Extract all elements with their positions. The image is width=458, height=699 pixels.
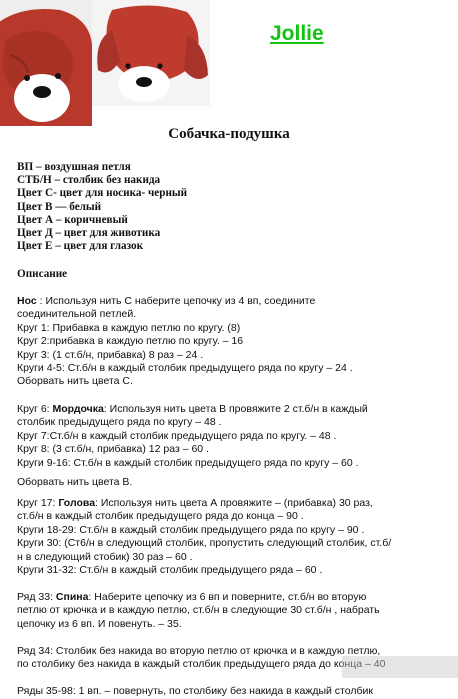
back-heading: Спина (55, 591, 89, 603)
watermark-overlay (342, 656, 458, 678)
brand-link[interactable]: Jollie (270, 22, 324, 45)
dog-pillow-photo-side (92, 0, 210, 106)
section-title: Описание (17, 268, 68, 280)
pattern-photos (0, 0, 210, 128)
nose-section: Нос : Используя нить С наберите цепочку из 4 вп, соедините соединительной петлей. Круг 1: Прибавка в каждую петлю по кругу. (8) Круг 2:прибавка в каждую петлю по кругу. – 16 Круг 3: (1 ст.б/н, прибавка) 8 раз – 24 . Круги 4-5: Ст.б/н в каждый столбик предыдущего ряда по кругу – 24 . Оборвать нить цвета С. (17, 295, 353, 388)
muzzle-section: Круг 6: Мордочка: Используя нить цвета В провяжите 2 ст.б/н в каждый столбик предыдущего ряда по кругу – 48 . Круг 7:Ст.б/н в каждый столбик предыдущего ряда по кругу. – 48 . Круг 8: (3 ст.б/н, прибавка) 12 раз – 60 . Круги 9-16: Ст.б/н в каждый столбик предыдущего ряда по кругу – 60 . Оборвать нить цвета В. (17, 403, 368, 489)
legend-item: Цвет С- цвет для носика- черный (17, 187, 188, 200)
row-34: Ряд 34: Столбик без накида во вторую петлю от крючка и в каждую петлю, по столбику без накида в каждый столбик предыдущего ряда до конца – 40 (17, 645, 386, 671)
abbreviation-legend (17, 161, 187, 253)
head-heading: Голова (58, 497, 96, 509)
back-section: Ряд 33: Спина: Наберите цепочку из 6 вп и поверните, ст.б/н во вторую петлю от крючка и в каждую петлю, ст.б/н в следующие 30 ст.б/н , набрать цепочку из 6 вп. И повенуть. – 35. (17, 591, 380, 630)
legend-item: Цвет А – коричневый (17, 213, 128, 226)
nose-heading: Нос (17, 295, 37, 307)
legend-item: СТБ/Н – столбик без накида (17, 174, 161, 187)
head-section: Круг 17: Голова: Используя нить цвета А провяжите – (прибавка) 30 раз, ст.б/н в каждый столбик предыдущего ряда до конца – 90 . Круги 18-29: Ст.б/н в каждый столбик предыдущего ряда по кругу – 90 . Круги 30: (Ст6/н в следующий столбик, пропустить следующий столбик, ст.б/ н в следующий стобик) 30 раз – 60 . Круги 31-32: Ст.б/н в каждый столбик предыдущего ряда – 60 . (17, 497, 392, 577)
page-title: Собачка-подушка (168, 126, 290, 142)
muzzle-heading: Мордочка (52, 403, 104, 415)
legend-item: Цвет Д – цвет для животика (17, 227, 161, 240)
legend-item: Цвет В — белый (17, 200, 102, 213)
legend-item: ВП – воздушная петля (17, 161, 131, 173)
dog-pillow-photo-front (0, 0, 92, 126)
legend-item: Цвет Е – цвет для глазок (17, 240, 144, 253)
row-35-98: Ряды 35-98: 1 вп. – повернуть, по столбику без накида в каждый столбик (17, 685, 373, 697)
